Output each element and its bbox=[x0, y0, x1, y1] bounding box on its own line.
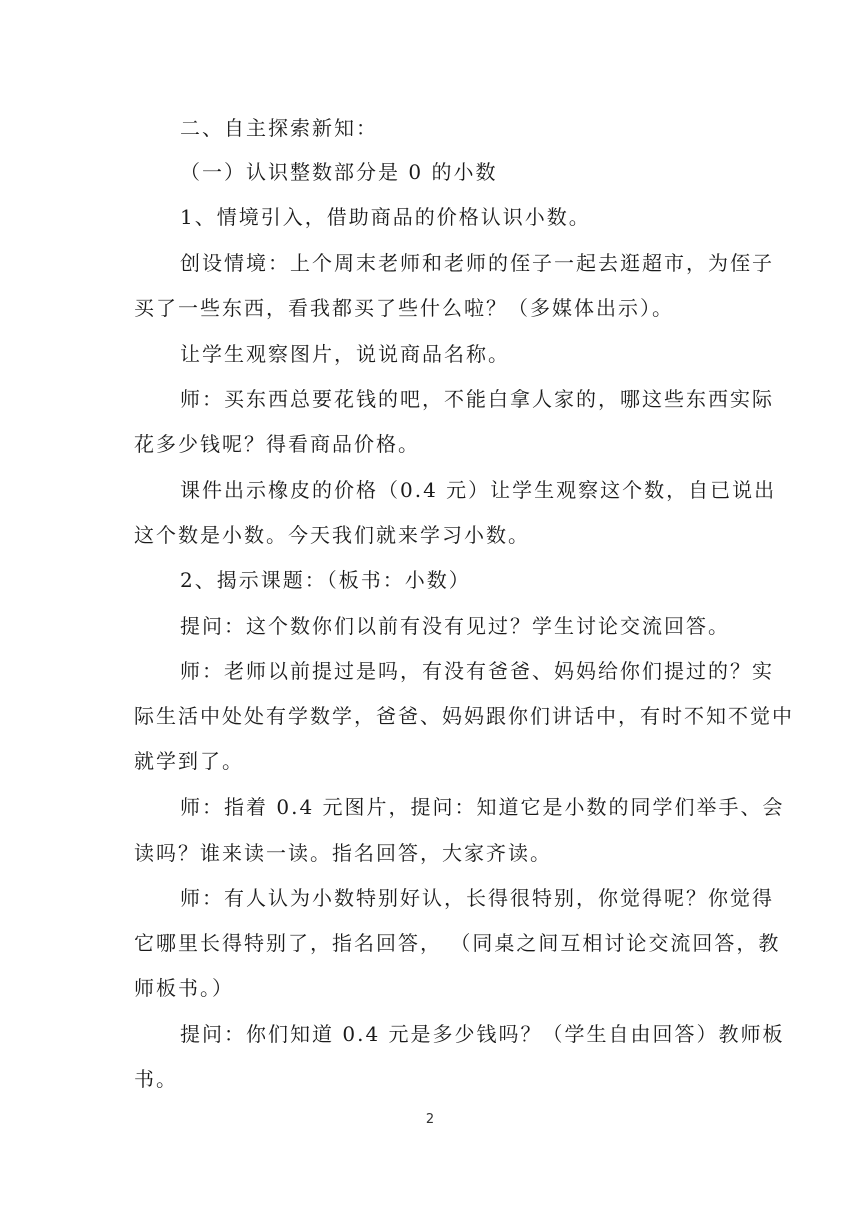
paragraph-line: 师板书。） bbox=[134, 976, 234, 1000]
paragraph-line: 创设情境：上个周末老师和老师的侄子一起去逛超市，为侄子 bbox=[180, 251, 774, 275]
paragraph-line: 书。 bbox=[134, 1067, 178, 1091]
paragraph-line: 师：指着 0.4 元图片，提问：知道它是小数的同学们举手、会 bbox=[180, 795, 785, 819]
paragraph-line: 课件出示橡皮的价格（0.4 元）让学生观察这个数，自已说出 bbox=[180, 478, 777, 502]
paragraph-line: 师：老师以前提过是吗，有没有爸爸、妈妈给你们提过的？实 bbox=[180, 659, 774, 683]
paragraph-line: 这个数是小数。今天我们就来学习小数。 bbox=[134, 523, 530, 547]
paragraph-line: 提问：这个数你们以前有没有见过？学生讨论交流回答。 bbox=[180, 614, 730, 638]
paragraph-line: 它哪里长得特别了，指名回答， （同桌之间互相讨论交流回答，教 bbox=[134, 931, 781, 955]
paragraph-line: 花多少钱呢？得看商品价格。 bbox=[134, 432, 420, 456]
step-heading: 2、揭示课题：（板书：小数） bbox=[180, 568, 471, 592]
section-heading: 二、自主探索新知： bbox=[180, 116, 378, 140]
subsection-heading: （一）认识整数部分是 0 的小数 bbox=[180, 160, 498, 184]
paragraph-line: 际生活中处处有学数学，爸爸、妈妈跟你们讲话中，有时不知不觉中 bbox=[134, 704, 794, 728]
paragraph-line: 师：有人认为小数特别好认，长得很特别，你觉得呢？你觉得 bbox=[180, 886, 774, 910]
paragraph-line: 让学生观察图片，说说商品名称。 bbox=[180, 342, 510, 366]
paragraph-line: 买了一些东西，看我都买了些什么啦？（多媒体出示）。 bbox=[134, 296, 674, 320]
paragraph-line: 提问：你们知道 0.4 元是多少钱吗？（学生自由回答）教师板 bbox=[180, 1022, 785, 1046]
page-number: 2 bbox=[425, 1112, 435, 1127]
step-heading: 1、情境引入，借助商品的价格认识小数。 bbox=[180, 205, 591, 229]
paragraph-line: 读吗？谁来读一读。指名回答，大家齐读。 bbox=[134, 841, 552, 865]
paragraph-line: 师：买东西总要花钱的吧，不能白拿人家的，哪这些东西实际 bbox=[180, 387, 774, 411]
paragraph-line: 就学到了。 bbox=[134, 749, 244, 773]
